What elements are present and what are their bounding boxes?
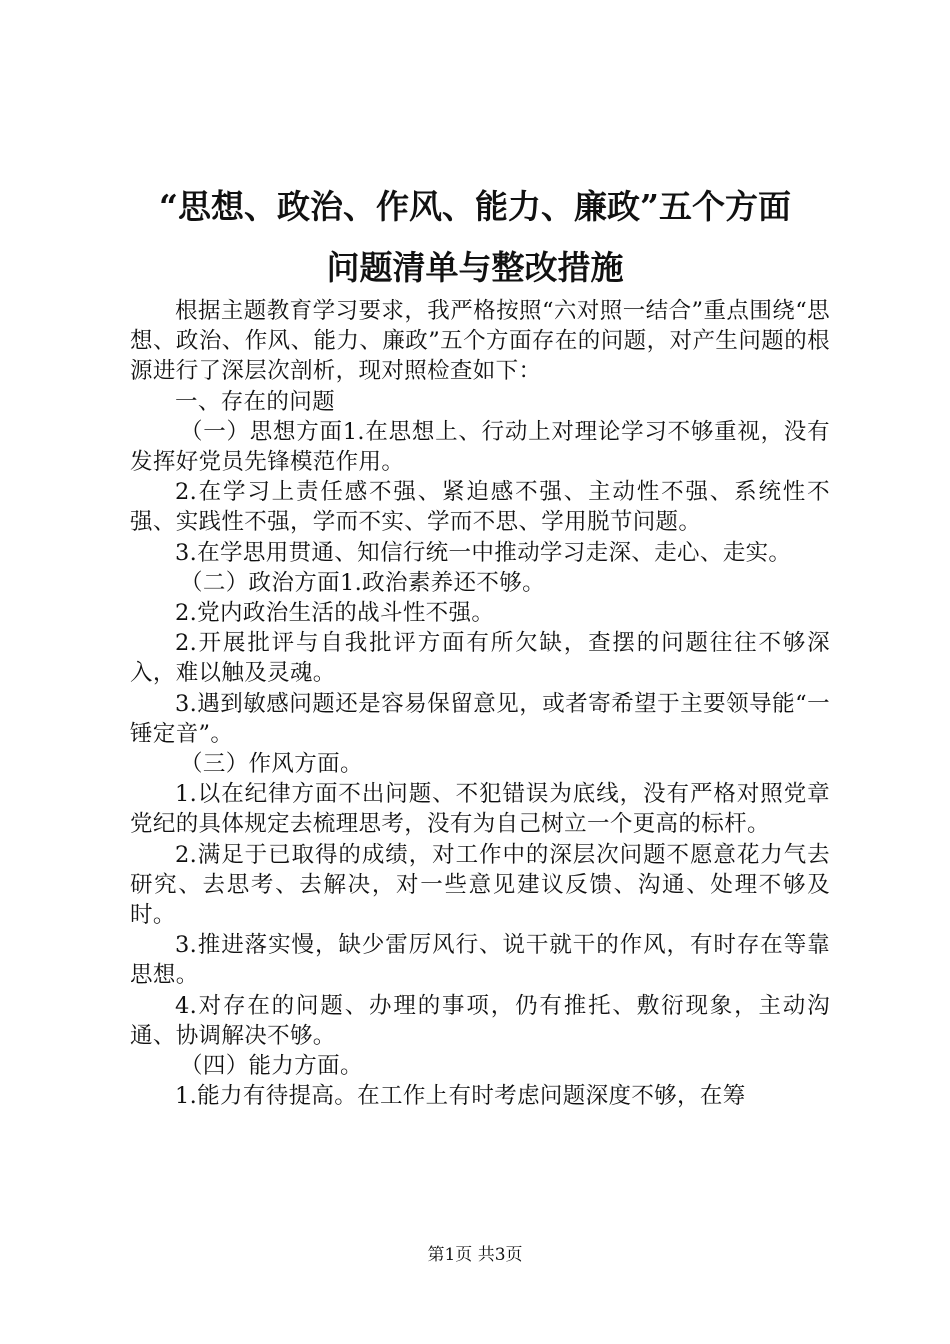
section-heading-style: （三）作风方面。 <box>180 751 363 778</box>
paragraph-politics-2a: 2.党内政治生活的战斗性不强。 <box>175 600 495 627</box>
paragraph-thought-2: 2.在学习上责任感不强、紧迫感不强、主动性不强、系统性不强、实践性不强，学而不实、学而不思、学用脱节问题。 <box>130 479 830 536</box>
section-heading-ability: （四）能力方面。 <box>180 1053 363 1080</box>
paragraph-style-3: 3.推进落实慢，缺少雷厉风行、说干就干的作风，有时存在等靠思想。 <box>130 932 830 989</box>
paragraph-thought-3: 3.在学思用贯通、知信行统一中推动学习走深、走心、走实。 <box>175 539 792 566</box>
paragraph-politics-1: （二）政治方面1.政治素养还不够。 <box>180 569 545 596</box>
paragraph-politics-3: 3.遇到敏感问题还是容易保留意见，或者寄希望于主要领导能“一锤定音”。 <box>130 690 830 747</box>
paragraph-style-4: 4.对存在的问题、办理的事项，仍有推托、敷衍现象，主动沟通、协调解决不够。 <box>130 992 830 1049</box>
page-footer: 第1页 共3页 <box>427 1245 523 1265</box>
paragraph-intro: 根据主题教育学习要求，我严格按照“六对照一结合”重点围绕“思想、政治、作风、能力、廉政”五个方面存在的问题，对产生问题的根源进行了深层次剖析，现对照检查如下： <box>130 298 830 385</box>
paragraph-ability-1: 1.能力有待提高。在工作上有时考虑问题深度不够，在筹 <box>175 1083 746 1110</box>
section-heading-existing-problems: 一、存在的问题 <box>175 388 335 415</box>
document-title-line-2: 问题清单与整改措施 <box>326 248 624 287</box>
document-title-line-1: “思想、政治、作风、能力、廉政”五个方面 <box>159 187 791 226</box>
paragraph-style-2: 2.满足于已取得的成绩，对工作中的深层次问题不愿意花力气去研究、去思考、去解决，对一些意见建议反馈、沟通、处理不够及时。 <box>130 841 830 929</box>
document-body <box>130 296 830 1111</box>
paragraph-thought-1: （一）思想方面1.在思想上、行动上对理论学习不够重视，没有发挥好党员先锋模范作用。 <box>130 418 830 476</box>
paragraph-style-1: 1.以在纪律方面不出问题、不犯错误为底线，没有严格对照党章党纪的具体规定去梳理思考，没有为自己树立一个更高的标杆。 <box>130 781 830 838</box>
paragraph-politics-2b: 2.开展批评与自我批评方面有所欠缺，查摆的问题往往不够深入，难以触及灵魂。 <box>130 630 830 687</box>
